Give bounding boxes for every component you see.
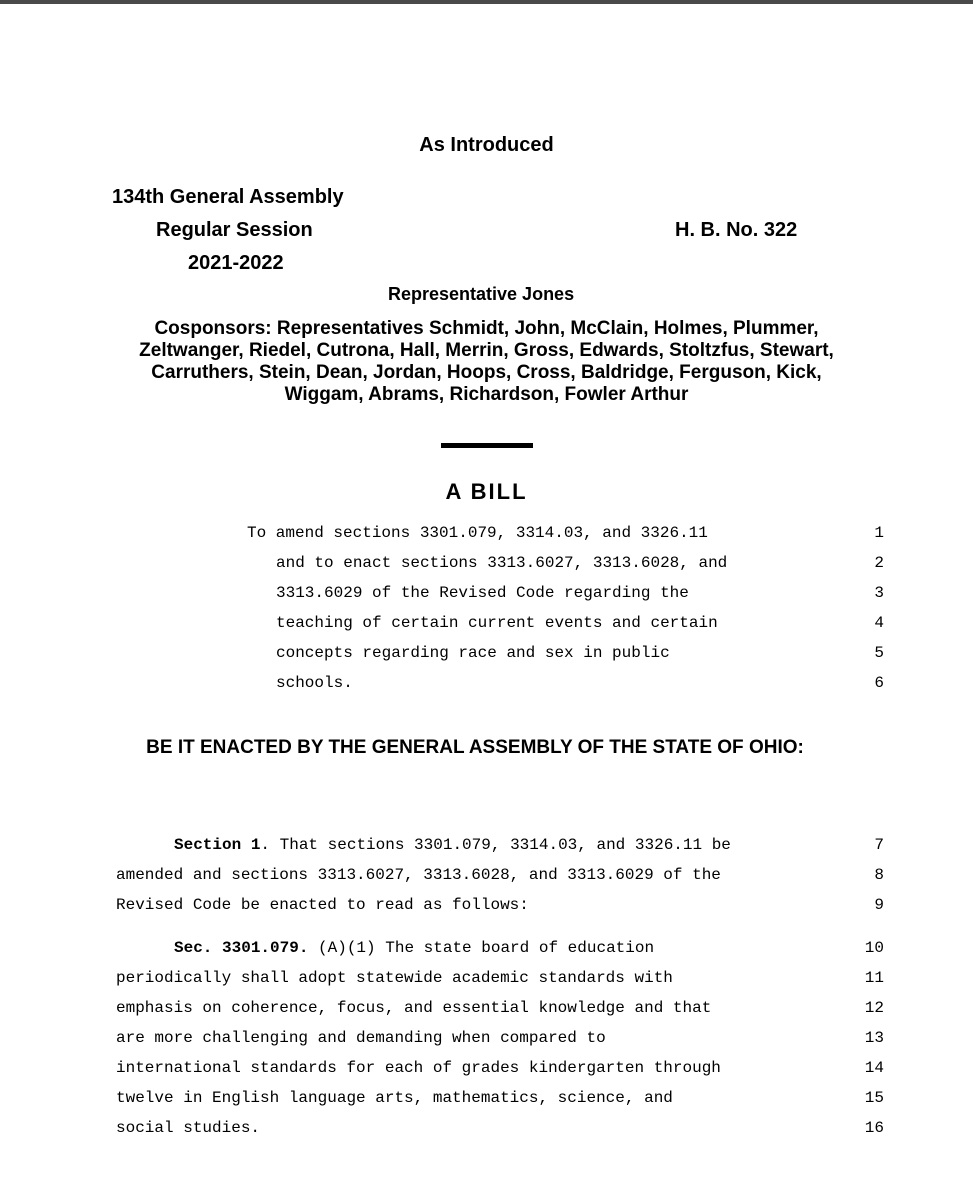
bill-number: H. B. No. 322 (675, 219, 798, 241)
line-number: 2 (874, 554, 884, 572)
sec-3301-079-text: (A)(1) The state board of education (308, 939, 655, 957)
line-number: 15 (864, 1089, 884, 1107)
line-number: 10 (864, 939, 884, 957)
line-number: 6 (874, 674, 884, 692)
section-line: amended and sections 3313.6027, 3313.6028, and 3313.6029 of the (116, 866, 721, 884)
section-1-label: Section 1 (174, 836, 261, 854)
cosponsors-line: Carruthers, Stein, Dean, Jordan, Hoops, Cross, Baldridge, Ferguson, Kick, (151, 362, 822, 383)
line-number: 4 (874, 614, 884, 632)
general-assembly: 134th General Assembly (112, 186, 344, 208)
sec-3301-079-first-line (174, 933, 654, 963)
cosponsors-line: Zeltwanger, Riedel, Cutrona, Hall, Merrin, Gross, Edwards, Stoltzfus, Stewart, (139, 340, 834, 361)
title-line: To amend sections 3301.079, 3314.03, and 3326.11 (247, 524, 708, 542)
cosponsors-line: Wiggam, Abrams, Richardson, Fowler Arthur (284, 384, 689, 405)
line-number: 8 (874, 866, 884, 884)
session-years: 2021-2022 (188, 252, 284, 274)
section-line: Revised Code be enacted to read as follows: (116, 896, 529, 914)
bill-status: As Introduced (419, 134, 554, 156)
title-line: teaching of certain current events and certain (276, 614, 718, 632)
line-number: 14 (864, 1059, 884, 1077)
sec-3301-079-label: Sec. 3301.079. (174, 939, 309, 957)
line-number: 12 (864, 999, 884, 1017)
line-number: 7 (874, 836, 884, 854)
section-line: social studies. (116, 1119, 261, 1137)
primary-sponsor: Representative Jones (388, 284, 575, 304)
session: Regular Session (156, 219, 313, 241)
cosponsors-line: Cosponsors: Representatives Schmidt, John, McClain, Holmes, Plummer, (154, 318, 819, 339)
line-number: 16 (864, 1119, 884, 1137)
line-number: 5 (874, 644, 884, 662)
viewer-top-bar (0, 0, 973, 4)
title-line: concepts regarding race and sex in public (276, 644, 670, 662)
title-line: 3313.6029 of the Revised Code regarding the (276, 584, 689, 602)
section-line: twelve in English language arts, mathematics, science, and (116, 1089, 673, 1107)
line-number: 9 (874, 896, 884, 914)
section-line: international standards for each of grades kindergarten through (116, 1059, 721, 1077)
section-1-text: . That sections 3301.079, 3314.03, and 3326.11 be (260, 836, 731, 854)
line-number: 3 (874, 584, 884, 602)
section-line: periodically shall adopt statewide academic standards with (116, 969, 673, 987)
title-line: schools. (276, 674, 353, 692)
line-number: 11 (864, 969, 884, 987)
line-number: 1 (874, 524, 884, 542)
section-line: emphasis on coherence, focus, and essential knowledge and that (116, 999, 712, 1017)
bill-title: A BILL (445, 479, 528, 504)
line-number: 13 (864, 1029, 884, 1047)
cosponsors (0, 318, 973, 406)
section-1-first-line (174, 830, 731, 860)
title-line: and to enact sections 3313.6027, 3313.6028, and (276, 554, 728, 572)
divider-rule (441, 443, 533, 448)
enacting-clause: BE IT ENACTED BY THE GENERAL ASSEMBLY OF THE STATE OF OHIO: (146, 737, 804, 758)
section-line: are more challenging and demanding when compared to (116, 1029, 606, 1047)
